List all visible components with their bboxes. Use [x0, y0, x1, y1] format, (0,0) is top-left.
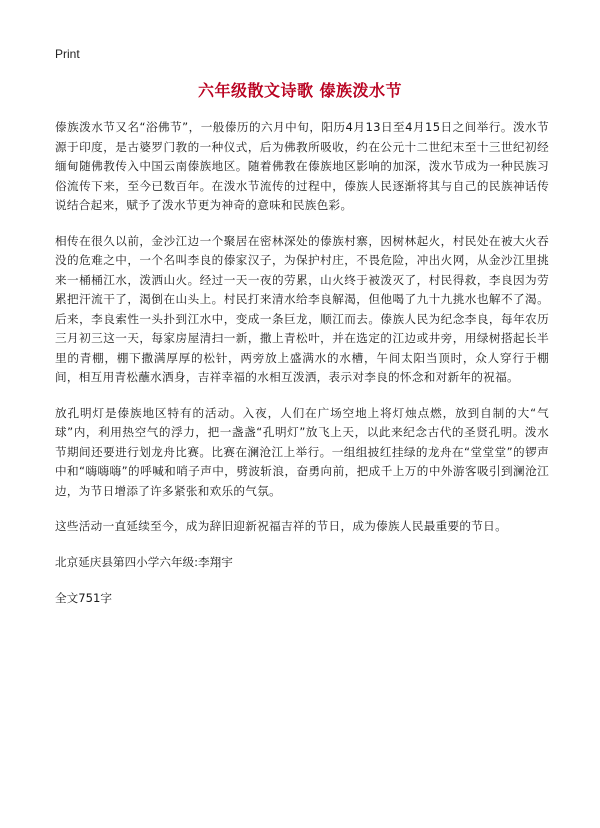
paragraph-conclusion: 这些活动一直延续至今，成为辞旧迎新祝福吉祥的节日，成为傣族人民最重要的节日。 [55, 519, 507, 533]
author-line: 北京延庆县第四小学六年级:李翔宇 [55, 554, 233, 569]
article-body [55, 118, 549, 625]
paragraph-intro: 傣族泼水节又名“浴佛节”，一般傣历的六月中旬，阳历4月13日至4月15日之间举行。泼水节源于印度，是古婆罗门教的一种仪式，后为佛教所吸收，约在公元十二世纪末至十三世纪初经缅甸随佛教传入中国云南傣族地区。随着佛教在傣族地区影响的加深，泼水节成为一种民族习俗流传下来，至今已数百年。在泼水节流传的过程中，傣族人民逐渐将其与自己的民族神话传说结合起来，赋予了泼水节更为神奇的意味和民族色彩。 [55, 120, 549, 212]
paragraph-activities: 放孔明灯是傣族地区特有的活动。入夜，人们在广场空地上将灯烛点燃，放到自制的大“气球”内，利用热空气的浮力，把一盏盏“孔明灯”放飞上天，以此来纪念古代的圣贤孔明。泼水节期间还要进行划龙舟比赛。比赛在澜沧江上举行。一组组披红挂绿的龙舟在“堂堂堂”的锣声中和“嗨嗨嗨”的呼喊和哨子声中，劈波斩浪，奋勇向前，把成千上万的中外游客吸引到澜沧江边，为节日增添了许多紧张和欢乐的气氛。 [55, 405, 549, 498]
article-title: 六年级散文诗歌 傣族泼水节 [197, 81, 403, 100]
print-link[interactable]: Print [55, 47, 80, 61]
word-count: 全文751字 [55, 590, 112, 605]
paragraph-legend: 相传在很久以前，金沙江边一个聚居在密林深处的傣族村寨，因树林起火，村民处在被大火吞没的危难之中，一个名叫李良的傣家汉子，为保护村庄，不畏危险，冲出火网，从金沙江里挑来一桶桶江水，泼洒山火。经过一天一夜的劳累，山火终于被泼灭了，村民得救，李良因为劳累把汗流干了，渴倒在山头上。村民打来清水给李良解渴，但他喝了九十九挑水也解不了渴。后来，李良索性一头扑到江水中，变成一条巨龙，顺江而去。傣族人民为纪念李良，每年农历三月初三这一天，每家房屋清扫一新，撒上青松叶，并在选定的江边或井旁，用绿树搭起长半里的青棚，棚下撒满厚厚的松针，两旁放上盛满水的水槽，午间太阳当顶时，众人穿行于棚间，相互用青松蘸水洒身，吉祥幸福的水相互泼洒，表示对李良的怀念和对新年的祝福。 [55, 233, 549, 384]
